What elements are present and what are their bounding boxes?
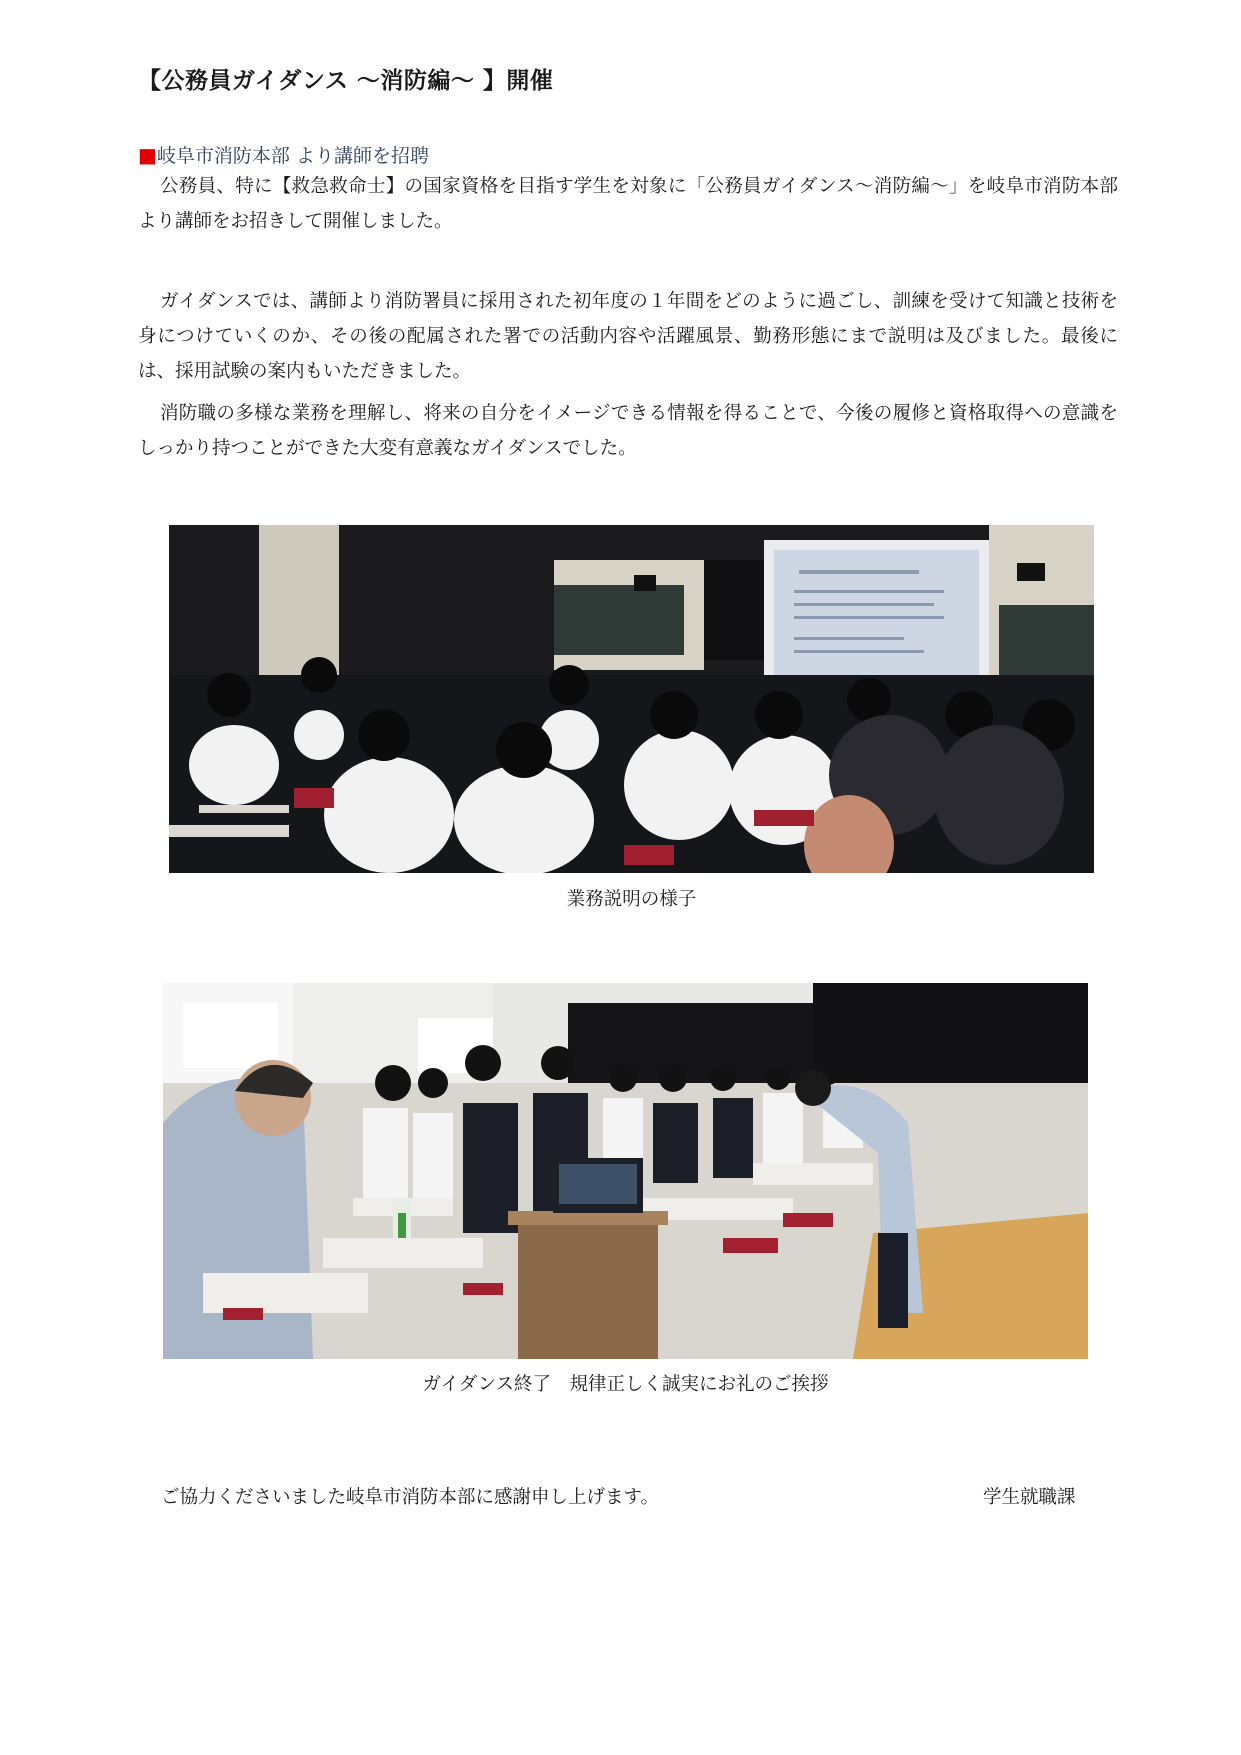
department-name: 学生就職課 <box>983 1487 1076 1508</box>
bowing-photo <box>163 983 1088 1359</box>
paragraph-conclusion: 消防職の多様な業務を理解し、将来の自分をイメージできる情報を得ることで、今後の履修と資格取得への意識をしっかり持つことができた大変有意義なガイダンスでした。 <box>138 403 1118 459</box>
photo-caption-lecture: 業務説明の様子 <box>566 889 697 910</box>
photo-caption-bowing: ガイダンス終了 規律正しく誠実にお礼のご挨拶 <box>422 1374 829 1395</box>
paragraph-guidance-content: ガイダンスでは、講師より消防署員に採用された初年度の１年間をどのように過ごし、訓練を受けて知識と技術を身につけていくのか、その後の配属された署での活動内容や活躍風景、勤務形態にまで説明は及びました。最後には、採用試験の案内もいただきました。 <box>138 291 1118 382</box>
page-title: 【公務員ガイダンス 〜消防編〜 】開催 <box>138 68 554 94</box>
section-heading <box>138 141 429 168</box>
lecture-photo <box>169 525 1094 873</box>
red-square-marker: ■ <box>138 143 157 167</box>
section-heading-text: 岐阜市消防本部 より講師を招聘 <box>156 145 429 167</box>
thanks-message: ご協力くださいました岐阜市消防本部に感謝申し上げます。 <box>161 1487 660 1508</box>
paragraph-intro: 公務員、特に【救急救命士】の国家資格を目指す学生を対象に「公務員ガイダンス〜消防編〜」を岐阜市消防本部より講師をお招きして開催しました。 <box>138 176 1118 232</box>
